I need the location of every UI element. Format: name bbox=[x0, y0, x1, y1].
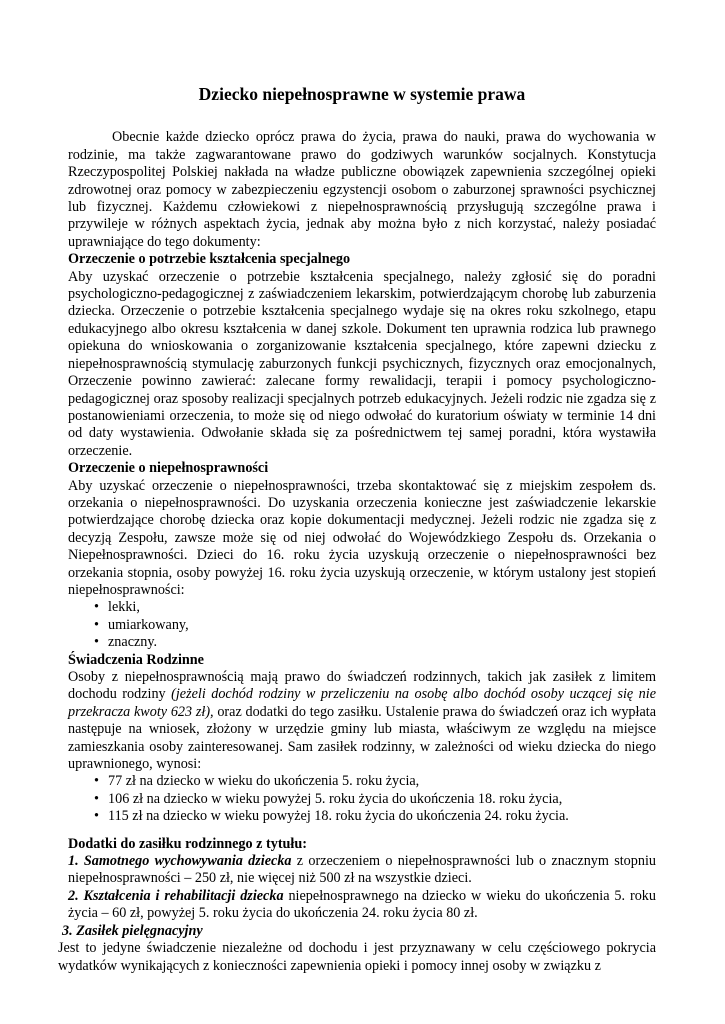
supplement-item-1 bbox=[68, 853, 656, 888]
supplement-label: 3. Zasiłek pielęgnacyjny bbox=[62, 922, 203, 939]
body-text: Osoby z niepełnosprawnością mają prawo do świadczeń rodzinnych, takich jak zasiłek z limitem dochodu rodziny bbox=[68, 669, 656, 703]
list-item: • umiarkowany, bbox=[108, 617, 656, 634]
list-item: • lekki, bbox=[108, 599, 656, 616]
supplement-label: 1. Samotnego wychowywania dziecka bbox=[68, 853, 292, 870]
section-heading-special-education: Orzeczenie o potrzebie kształcenia specjalnego bbox=[68, 251, 351, 268]
section-body-special-education: Aby uzyskać orzeczenie o potrzebie kształcenia specjalnego, należy zgłosić się do poradni psychologiczno-pedagogicznej z zaświadczeniem lekarskim, potwierdzającym chorobę lub zaburzenia dziecka. Orzeczenie o potrzebie kształcenia specjalnego wydaje się na okres roku szkolnego, etapu edukacyjnego albo okresu kształcenia w danej szkole. Dokument ten uprawnia rodzica lub prawnego opiekuna do wnioskowania o zorganizowanie kształcenia specjalnego, które zapewni dziecku z niepełnosprawnością stymulację zaburzonych funkcji psychicznych, fizycznych oraz emocjonalnych, Orzeczenie powinno zawierać: zalecane formy rewalidacji, terapii i pomocy psychologiczno-pedagogicznej oraz sposoby realizacji specjalnych potrzeb edukacyjnych. Jeżeli rodzic nie zgadza się z postanowieniami orzeczenia, to może się od niego odwołać do kuratorium oświaty w terminie 14 dni od daty wystawienia. Odwołanie składa się za pośrednictwem tej samej poradni, która wystawiła orzeczenie. bbox=[68, 268, 656, 459]
benefit-amount-list bbox=[68, 773, 656, 825]
supplement-label: 2. Kształcenia i rehabilitacji dziecka bbox=[68, 887, 284, 904]
supplement-text: niepełnosprawnego na dziecko w wieku do ukończenia 5. roku życia – 60 zł, powyżej 5. roku życia do ukończenia 24. roku życia 80 zł. bbox=[68, 887, 656, 922]
list-item: • 115 zł na dziecko w wieku powyżej 18. roku życia do ukończenia 24. roku życia. bbox=[108, 808, 656, 825]
income-limit-note: (jeżeli dochód rodziny w przeliczeniu na osobę albo dochód osoby uczącej się nie przekracza kwoty 623 zł), bbox=[68, 686, 656, 720]
supplement-item-2 bbox=[68, 888, 656, 923]
supplement-item-3-text: Jest to jedyne świadczenie niezależne od dochodu i jest przyznawany w celu częściowego pokrycia wydatków wynikających z konieczności zapewnienia opieki i pomocy innej osoby w związku z bbox=[58, 940, 656, 974]
disability-degree-list bbox=[68, 599, 656, 651]
section-heading-disability-certificate: Orzeczenie o niepełnosprawności bbox=[68, 460, 269, 477]
list-item: • 106 zł na dziecko w wieku powyżej 5. roku życia do ukończenia 18. roku życia, bbox=[108, 791, 656, 808]
section-body-family-benefits bbox=[68, 669, 656, 773]
supplement-item-3-label bbox=[62, 923, 656, 940]
list-item: • znaczny. bbox=[108, 634, 656, 651]
document-title: Dziecko niepełnosprawne w systemie prawa bbox=[198, 84, 526, 104]
list-item: • 77 zł na dziecko w wieku do ukończenia 5. roku życia, bbox=[108, 773, 656, 790]
section-heading-supplements: Dodatki do zasiłku rodzinnego z tytułu: bbox=[68, 835, 307, 852]
section-heading-family-benefits: Świadczenia Rodzinne bbox=[68, 651, 204, 668]
intro-paragraph: Obecnie każde dziecko oprócz prawa do życia, prawa do nauki, prawa do wychowania w rodzinie, ma także zagwarantowane prawo do godziwych warunków socjalnych. Konstytucja Rzeczypospolitej Polskiej nakłada na władze publiczne obowiązek zapewnienia szczególnej opieki zdrowotnej oraz pomocy w zabezpieczeniu egzystencji osobom o zaburzonej sprawności psychicznej lub fizycznej. Każdemu człowiekowi z niepełnosprawnością przysługują szczególne prawa i przywileje w różnych aspektach życia, jednak aby można było z nich korzystać, należy posiadać uprawniające do tego dokumenty: bbox=[68, 129, 656, 250]
body-text: oraz dodatki do tego zasiłku. Ustalenie prawa do świadczeń oraz ich wypłata następuje na wniosek, złożony w urzędzie gminy lub miasta, właściwym ze względu na miejsce zamieszkania osoby zainteresowanej. Sam zasiłek rodzinny, w zależności od wieku dziecka do niego uprawnionego, wynosi: bbox=[68, 703, 656, 773]
document-page bbox=[58, 80, 656, 975]
section-body-disability-certificate: Aby uzyskać orzeczenie o niepełnosprawności, trzeba skontaktować się z miejskim zespołem ds. orzekania o niepełnosprawności. Do uzyskania orzeczenia konieczne jest zaświadczenie lekarskie potwierdzające chorobę dziecka oraz kopie dokumentacji medycznej. Jeżeli rodzic nie zgadza się z decyzją Zespołu, zawsze może się od niej odwołać do Wojewódzkiego Zespołu ds. Orzekania o Niepełnosprawności. Dzieci do 16. roku życia uzyskują orzeczenie o niepełnosprawności bez orzekania stopnia, osoby powyżej 16. roku życia uzyskują orzeczenie, w którym ustalony jest stopień niepełnosprawności: bbox=[68, 477, 656, 598]
supplement-text: z orzeczeniem o niepełnosprawności lub o znacznym stopniu niepełnosprawności – 250 zł, nie więcej niż 500 zł na wszystkie dzieci. bbox=[68, 853, 656, 887]
